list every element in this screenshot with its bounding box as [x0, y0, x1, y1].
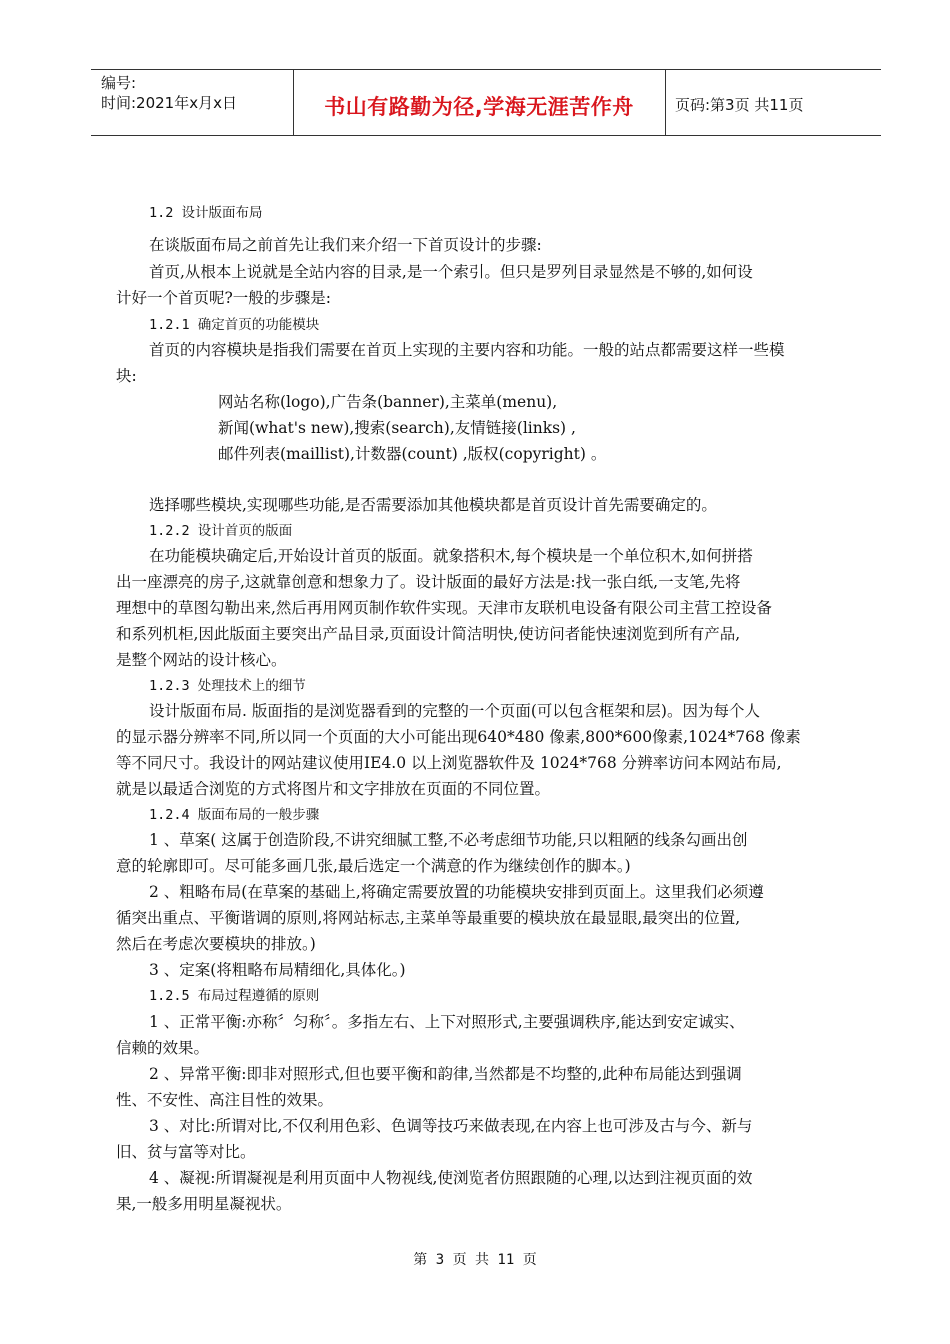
header-page-cell [665, 70, 881, 135]
paragraph-line: 首页的内容模块是指我们需要在首页上实现的主要内容和功能。一般的站点都需要这样一些模 [149, 341, 785, 359]
paragraph-line: 理想中的草图勾勒出来,然后再用网页制作软件实现。天津市友联机电设备有限公司主营工控设备 [116, 599, 772, 617]
section-heading: 1.2 设计版面布局 [149, 205, 263, 221]
paragraph-line: 设计版面布局. 版面指的是浏览器看到的完整的一个页面(可以包含框架和层)。因为每个人 [149, 702, 760, 720]
document-number-label: 编号: [101, 74, 137, 92]
paragraph-line: 就是以最适合浏览的方式将图片和文字排放在页面的不同位置。 [116, 780, 551, 798]
page-header [91, 69, 881, 136]
paragraph-line: 循突出重点、平衡谐调的原则,将网站标志,主菜单等最重要的模块放在最显眼,最突出的位置, [116, 909, 741, 927]
subsection-heading: 1.2.4 版面布局的一般步骤 [149, 807, 320, 823]
paragraph-line: 2 、粗略布局(在草案的基础上,将确定需要放置的功能模块安排到页面上。这里我们必须遵 [149, 883, 764, 901]
paragraph-line: 性、不安性、高注目性的效果。 [116, 1091, 334, 1109]
paragraph-line: 意的轮廓即可。尽可能多画几张,最后选定一个满意的作为继续创作的脚本。) [116, 857, 631, 875]
header-motto-cell [293, 70, 666, 135]
paragraph-line: 出一座漂亮的房子,这就靠创意和想象力了。设计版面的最好方法是:找一张白纸,一支笔,先将 [116, 573, 741, 591]
paragraph-line: 在谈版面布局之前首先让我们来介绍一下首页设计的步骤: [149, 236, 542, 254]
paragraph-line: 等不同尺寸。我设计的网站建议使用IE4.0 以上浏览器软件及 1024*768 分辨率访问本网站布局, [116, 754, 782, 772]
paragraph-line: 是整个网站的设计核心。 [116, 651, 287, 669]
paragraph-line: 块: [116, 367, 137, 385]
paragraph-line: 3 、定案(将粗略布局精细化,具体化。) [149, 961, 406, 979]
subsection-heading: 1.2.5 布局过程遵循的原则 [149, 988, 320, 1004]
paragraph-line: 的显示器分辨率不同,所以同一个页面的大小可能出现640*480 像素,800*600像素,1024*768 像素 [116, 728, 801, 746]
paragraph-line: 3 、对比:所谓对比,不仅利用色彩、色调等技巧来做表现,在内容上也可涉及古与今、新与 [149, 1117, 753, 1135]
page-footer: 第 3 页 共 11 页 [413, 1252, 537, 1268]
paragraph-line: 1 、正常平衡:亦称〞匀称〞。多指左右、上下对照形式,主要强调秩序,能达到安定诚实、 [149, 1013, 745, 1031]
document-time-label: 时间:2021年x月x日 [101, 94, 237, 112]
paragraph-line: 旧、贫与富等对比。 [116, 1143, 256, 1161]
header-motto: 书山有路勤为径,学海无涯苦作舟 [324, 95, 634, 119]
paragraph-line: 在功能模块确定后,开始设计首页的版面。就象搭积木,每个模块是一个单位积木,如何拼搭 [149, 547, 753, 565]
paragraph-line: 计好一个首页呢?一般的步骤是: [116, 289, 332, 307]
paragraph-line: 然后在考虑次要模块的排放。) [116, 935, 316, 953]
subsection-heading: 1.2.2 设计首页的版面 [149, 523, 293, 539]
paragraph-line: 和系列机柜,因此版面主要突出产品目录,页面设计简洁明快,使访问者能快速浏览到所有产品, [116, 625, 741, 643]
paragraph-line: 选择哪些模块,实现哪些功能,是否需要添加其他模块都是首页设计首先需要确定的。 [149, 496, 717, 514]
subsection-heading: 1.2.3 处理技术上的细节 [149, 678, 306, 694]
subsection-heading: 1.2.1 确定首页的功能模块 [149, 317, 320, 333]
module-list-line: 网站名称(logo),广告条(banner),主菜单(menu), [218, 393, 558, 411]
header-page-info: 页码:第3页 共11页 [675, 96, 804, 114]
module-list-line: 新闻(what's new),搜索(search),友情链接(links) , [218, 419, 576, 437]
paragraph-line: 4 、凝视:所谓凝视是利用页面中人物视线,使浏览者仿照跟随的心理,以达到注视页面的效 [149, 1169, 753, 1187]
paragraph-line: 1 、草案( 这属于创造阶段,不讲究细腻工整,不必考虑细节功能,只以粗陋的线条勾画出创 [149, 831, 748, 849]
paragraph-line: 首页,从根本上说就是全站内容的目录,是一个索引。但只是罗列目录显然是不够的,如何设 [149, 263, 753, 281]
module-list-line: 邮件列表(maillist),计数器(count) ,版权(copyright) 。 [218, 445, 607, 463]
paragraph-line: 2 、异常平衡:即非对照形式,但也要平衡和韵律,当然都是不均整的,此种布局能达到强调 [149, 1065, 742, 1083]
header-info-cell [91, 70, 294, 135]
paragraph-line: 信赖的效果。 [116, 1039, 210, 1057]
paragraph-line: 果,一般多用明星凝视状。 [116, 1195, 292, 1213]
